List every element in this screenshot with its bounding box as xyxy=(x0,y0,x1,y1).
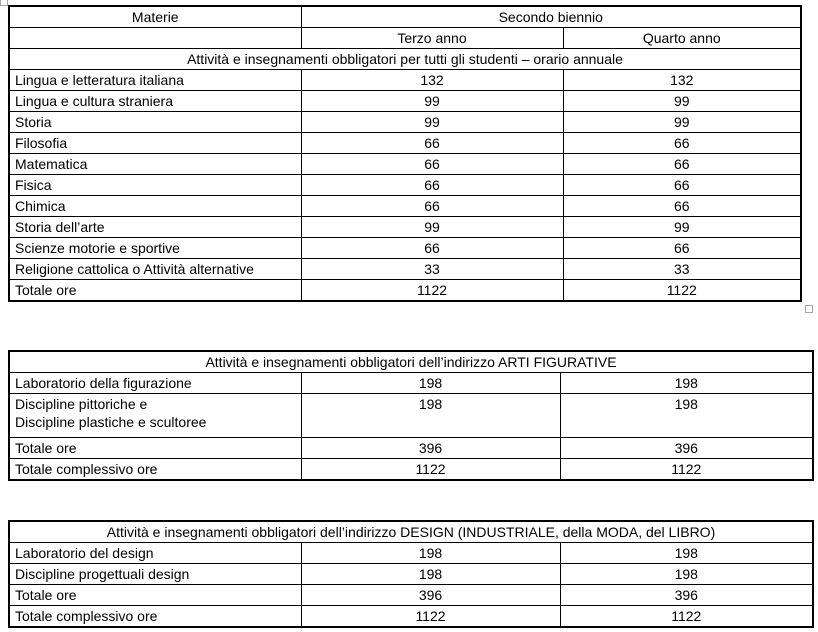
cell-quarto-ore: 198 xyxy=(560,394,813,438)
cell-terzo-ore: 66 xyxy=(301,196,563,217)
cell-quarto-ore: 99 xyxy=(563,112,801,133)
cell-quarto-ore: 198 xyxy=(560,373,813,394)
cell-materia: Storia xyxy=(9,112,301,133)
cell-quarto-ore: 99 xyxy=(563,91,801,112)
table-row xyxy=(9,175,801,196)
table-row xyxy=(9,259,801,280)
table-arti-figurative xyxy=(8,350,814,481)
cell-materia: Laboratorio della figurazione xyxy=(9,373,301,394)
cell-terzo-ore: 66 xyxy=(301,154,563,175)
cell-terzo-ore: 99 xyxy=(301,112,563,133)
cell-materia: Fisica xyxy=(9,175,301,196)
cell-materia: Matematica xyxy=(9,154,301,175)
cell-quarto-ore: 66 xyxy=(563,154,801,175)
table-resize-handle[interactable] xyxy=(805,305,813,313)
cell-quarto-ore: 66 xyxy=(563,133,801,154)
table-design xyxy=(8,520,814,628)
cell-quarto-ore: 198 xyxy=(560,564,813,585)
table-row xyxy=(9,70,801,91)
cell-materia: Lingua e cultura straniera xyxy=(9,91,301,112)
table-row xyxy=(9,459,813,481)
cell-quarto-ore: 66 xyxy=(563,175,801,196)
cell-totale-ore-label: Totale ore xyxy=(9,438,301,459)
section-title-obbligatori: Attività e insegnamenti obbligatori per tutti gli studenti – orario annuale xyxy=(9,49,801,70)
cell-terzo-ore: 1122 xyxy=(301,280,563,302)
cell-terzo-ore: 132 xyxy=(301,70,563,91)
cell-terzo-ore: 198 xyxy=(301,543,560,564)
header-terzo-anno: Terzo anno xyxy=(301,28,563,49)
cell-materia: Laboratorio del design xyxy=(9,543,301,564)
cell-quarto-ore: 132 xyxy=(563,70,801,91)
cell-materia: Discipline progettuali design xyxy=(9,564,301,585)
cell-terzo-ore: 198 xyxy=(301,373,560,394)
table-row xyxy=(9,373,813,394)
cell-materia: Filosofia xyxy=(9,133,301,154)
cell-materia-line1: Discipline pittoriche e xyxy=(15,396,148,412)
cell-quarto-ore: 33 xyxy=(563,259,801,280)
cell-quarto-ore: 99 xyxy=(563,217,801,238)
cell-terzo-ore: 1122 xyxy=(301,459,560,481)
table-row xyxy=(9,394,813,438)
cell-terzo-ore: 66 xyxy=(301,238,563,259)
table-secondo-biennio xyxy=(8,5,802,302)
cell-materia: Storia dell’arte xyxy=(9,217,301,238)
table-row xyxy=(9,217,801,238)
cell-materia-line2: Discipline plastiche e scultoree xyxy=(15,414,207,431)
table-row xyxy=(9,606,813,628)
table-row xyxy=(9,564,813,585)
cell-terzo-ore: 99 xyxy=(301,217,563,238)
cell-terzo-ore: 198 xyxy=(301,564,560,585)
cell-terzo-ore: 66 xyxy=(301,133,563,154)
table-row xyxy=(9,543,813,564)
cell-materia: Lingua e letteratura italiana xyxy=(9,70,301,91)
table-row xyxy=(9,6,801,28)
cell-quarto-ore: 66 xyxy=(563,196,801,217)
header-materie: Materie xyxy=(9,6,301,28)
header-empty-cell xyxy=(9,28,301,49)
table-row xyxy=(9,154,801,175)
cell-materia: Chimica xyxy=(9,196,301,217)
table-row xyxy=(9,238,801,259)
cell-terzo-ore: 198 xyxy=(301,394,560,438)
cell-terzo-ore: 396 xyxy=(301,585,560,606)
cell-totale-complessivo-label: Totale complessivo ore xyxy=(9,606,301,628)
table-row xyxy=(9,521,813,543)
cell-materia: Religione cattolica o Attività alternative xyxy=(9,259,301,280)
cell-quarto-ore: 396 xyxy=(560,438,813,459)
section-title-arti-figurative: Attività e insegnamenti obbligatori dell’indirizzo ARTI FIGURATIVE xyxy=(9,351,813,373)
table-row xyxy=(9,280,801,302)
table-row xyxy=(9,133,801,154)
cell-totale-ore-label: Totale ore xyxy=(9,585,301,606)
cell-quarto-ore: 1122 xyxy=(563,280,801,302)
table-row xyxy=(9,351,813,373)
cell-terzo-ore: 99 xyxy=(301,91,563,112)
cell-quarto-ore: 1122 xyxy=(560,459,813,481)
table-row xyxy=(9,585,813,606)
table-row xyxy=(9,112,801,133)
cell-quarto-ore: 66 xyxy=(563,238,801,259)
cell-totale-ore-label: Totale ore xyxy=(9,280,301,302)
cell-terzo-ore: 33 xyxy=(301,259,563,280)
cell-quarto-ore: 198 xyxy=(560,543,813,564)
cell-terzo-ore: 66 xyxy=(301,175,563,196)
cell-terzo-ore: 1122 xyxy=(301,606,560,628)
table-row xyxy=(9,49,801,70)
table-row xyxy=(9,196,801,217)
cell-quarto-ore: 396 xyxy=(560,585,813,606)
cell-terzo-ore: 396 xyxy=(301,438,560,459)
section-title-design: Attività e insegnamenti obbligatori dell’indirizzo DESIGN (INDUSTRIALE, della MODA, del LIBRO) xyxy=(9,521,813,543)
table-row xyxy=(9,438,813,459)
header-quarto-anno: Quarto anno xyxy=(563,28,801,49)
cell-materia-multiline xyxy=(9,394,301,438)
cell-totale-complessivo-label: Totale complessivo ore xyxy=(9,459,301,481)
cell-quarto-ore: 1122 xyxy=(560,606,813,628)
table-row xyxy=(9,28,801,49)
header-secondo-biennio: Secondo biennio xyxy=(301,6,801,28)
table-row xyxy=(9,91,801,112)
cell-materia: Scienze motorie e sportive xyxy=(9,238,301,259)
table-move-handle-icon[interactable] xyxy=(0,0,8,6)
